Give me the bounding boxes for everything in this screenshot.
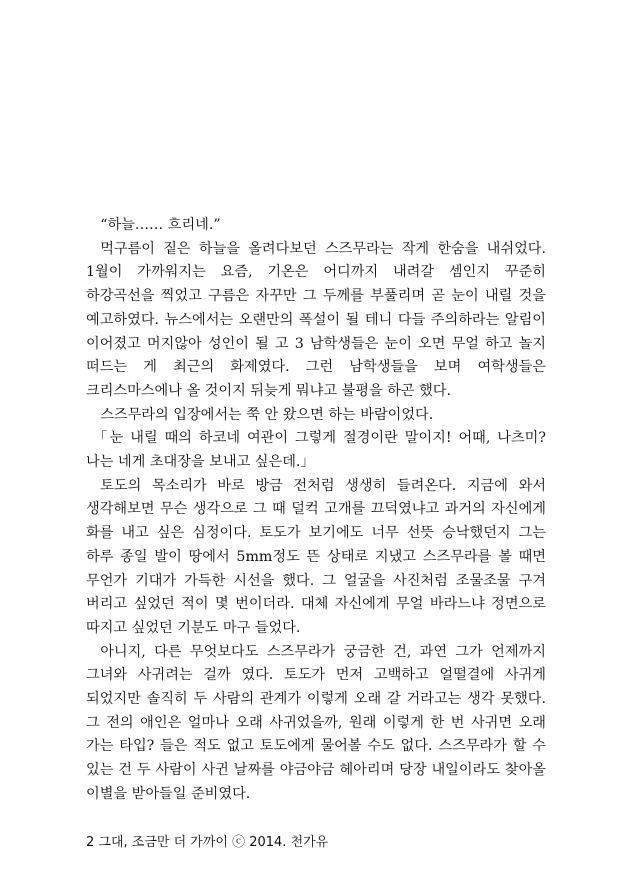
- document-body: [86, 214, 546, 807]
- paragraph-weather: 먹구름이 짙은 하늘을 올려다보던 스즈무라는 작게 한숨을 내쉬었다. 1월이 가까워지는 요즘, 기온은 어디까지 내려갈 셈인지 꾸준히 하강곡선을 찍었고 구름은 자꾸만 그 두께를 부풀리며 곧 눈이 내릴 것을 예고하였다. 뉴스에서는 오랜만의 폭설이 될 테니 다들 주의하라는 알림이 이어졌고 머지않아 성인이 될 고 3 남학생들은 눈이 오면 무얼 하고 놀지 떠드는 게 최근의 화제였다. 그런 남학생들을 보며 여학생들은 크리스마스에나 올 것이지 뒤늦게 뭐냐고 불평을 하곤 했다.: [86, 240, 546, 399]
- paragraph-memory: 토도의 목소리가 바로 방금 전처럼 생생히 들려온다. 지금에 와서 생각해보면 무슨 생각으로 그 때 덜컥 고개를 끄덕였냐고 과거의 자신에게 화를 내고 싶은 심정이다. 토도가 보기에도 너무 선뜻 승낙했던지 그는 하루 종일 발이 땅에서 5mm정도 뜬 상태로 지냈고 스즈무라를 볼 때면 무언가 기대가 가득한 시선을 했다. 그 얼굴을 사진처럼 조물조물 구겨 버리고 싶었던 적이 몇 번이더라. 대체 자신에게 무얼 바라느냐 정면으로 따지고 싶었던 기분도 마구 들었다.: [86, 477, 546, 636]
- paragraph-question: 아니지, 다른 무엇보다도 스즈무라가 궁금한 건, 과연 그가 언제까지 그녀와 사귀려는 걸까 였다. 토도가 먼저 고백하고 얼떨결에 사귀게 되었지만 솔직히 두 사람의 관계가 이렇게 오래 갈 거라고는 생각 못했다. 그 전의 애인은 얼마나 오래 사귀었을까, 원래 이렇게 한 번 사귀면 오래 가는 타입? 들은 적도 없고 토도에게 물어볼 수도 없다. 스즈무라가 할 수 있는 건 두 사람이 사귄 날짜를 야금야금 헤아리며 당장 내일이라도 찾아올 이별을 받아들일 준비였다.: [86, 643, 546, 802]
- paragraph-todo-quote: 「눈 내릴 때의 하코네 여관이 그렇게 절경이란 말이지! 어때, 나츠미? 나는 네게 초대장을 보내고 싶은데.」: [86, 430, 546, 471]
- paragraph-wish: 스즈무라의 입장에서는 쭉 안 왔으면 하는 바람이었다.: [100, 406, 434, 423]
- paragraph-opening-line: “하늘…… 흐리네.”: [100, 217, 221, 233]
- page-footer: 2 그대, 조금만 더 가까이 ⓒ 2014. 천가유: [86, 835, 329, 850]
